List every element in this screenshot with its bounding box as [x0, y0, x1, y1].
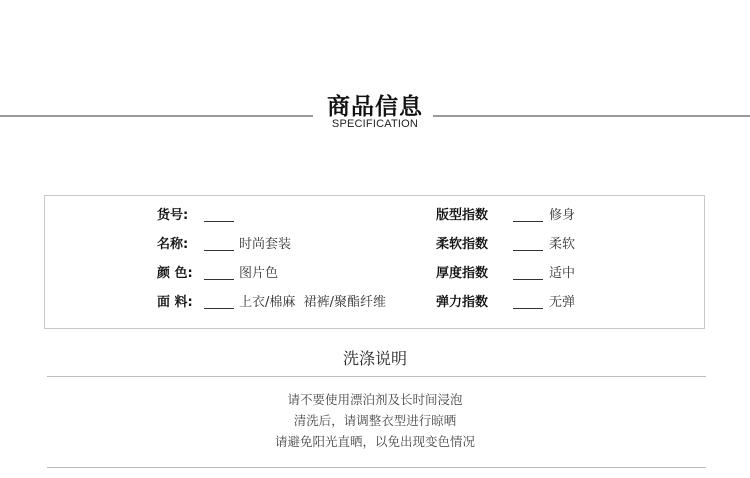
spec-row-color: [157, 263, 417, 285]
care-line: 请避免阳光直晒，以免出现变色情况: [274, 434, 475, 449]
spec-label: 货号:: [157, 208, 189, 223]
page-title: 商品信息: [327, 94, 423, 120]
blank-line: [513, 308, 543, 309]
spec-value: 上衣/棉麻 裙裤/聚酯纤维: [239, 295, 387, 310]
care-rule-top: [47, 376, 706, 377]
blank-line: [513, 250, 543, 251]
blank-line: [204, 250, 234, 251]
care-line: 清洗后，请调整衣型进行晾晒: [293, 413, 457, 428]
spec-row-thickness: [436, 263, 616, 285]
blank-line: [204, 221, 234, 222]
spec-row-softness: [436, 234, 616, 256]
spec-label: 面 料:: [157, 295, 193, 310]
blank-line: [513, 279, 543, 280]
spec-label: 版型指数: [436, 208, 489, 223]
spec-value: 图片色: [239, 266, 279, 281]
spec-label: 厚度指数: [436, 266, 489, 281]
spec-value: 柔软: [549, 237, 576, 252]
care-rule-bottom: [47, 467, 706, 468]
spec-value: 时尚套装: [239, 237, 292, 252]
spec-label: 颜 色:: [157, 266, 193, 281]
spec-row-fit: [436, 205, 616, 227]
spec-row-fabric: [157, 292, 427, 314]
spec-label: 弹力指数: [436, 295, 489, 310]
spec-row-item-no: [157, 205, 417, 227]
care-line: 请不要使用漂泊剂及长时间浸泡: [287, 392, 463, 407]
spec-row-name: [157, 234, 417, 256]
spec-value: 修身: [549, 208, 576, 223]
spec-box: [44, 195, 705, 329]
blank-line: [513, 221, 543, 222]
blank-line: [204, 308, 234, 309]
spec-label: 名称:: [157, 237, 189, 252]
spec-row-elasticity: [436, 292, 616, 314]
care-title: 洗涤说明: [342, 349, 407, 368]
spec-value: 无弹: [549, 295, 576, 310]
page-subtitle: SPECIFICATION: [331, 118, 419, 130]
blank-line: [204, 279, 234, 280]
spec-label: 柔软指数: [436, 237, 489, 252]
spec-value: 适中: [549, 266, 576, 281]
